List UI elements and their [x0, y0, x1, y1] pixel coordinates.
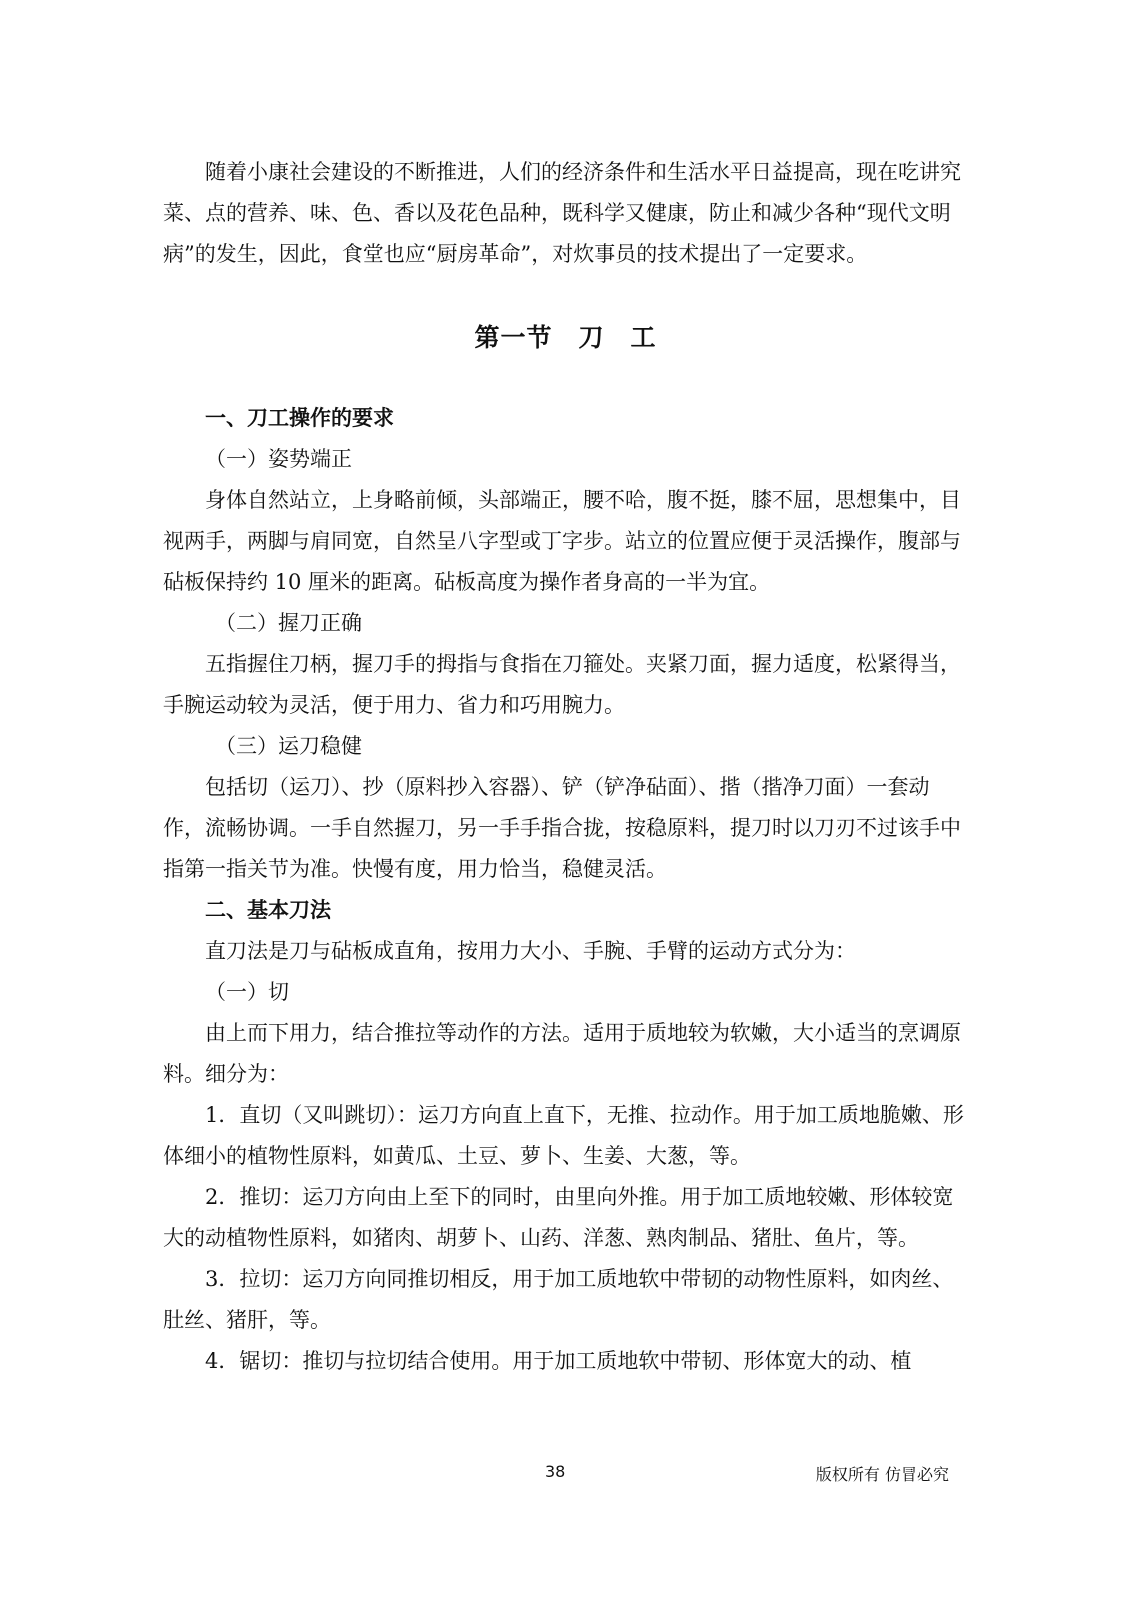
paragraph-straight-knife: 直刀法是刀与砧板成直角，按用力大小、手腕、手臂的运动方式分为： [205, 939, 856, 963]
section-one [163, 398, 968, 1382]
paragraph-posture: 身体自然站立，上身略前倾，头部端正，腰不哈，腹不挺，膝不屈，思想集中，目视两手，两脚与肩同宽，自然呈八字型或丁字步。站立的位置应便于灵活操作，腹部与砧板保持约 10 厘米的距离。砧板高度为操作者身高的一半为宜。 [163, 488, 961, 594]
page-footer [0, 1462, 1131, 1492]
intro-block [163, 152, 968, 275]
subheading-posture: （一）姿势端正 [205, 447, 352, 471]
section-title: 第一节 刀 工 [474, 323, 657, 352]
subheading-cut: （一）切 [205, 980, 289, 1004]
paragraph-motion: 包括切（运刀）、抄（原料抄入容器）、铲（铲净砧面）、揩（揩净刀面）一套动作，流畅协调。一手自然握刀，另一手手指合拢，按稳原料，提刀时以刀刃不过该手中指第一指关节为准。快慢有度，用力恰当，稳健灵活。 [163, 775, 961, 881]
heading-basic-techniques: 二、基本刀法 [205, 898, 331, 922]
heading-knife-requirements: 一、刀工操作的要求 [205, 406, 394, 430]
paragraph-grip: 五指握住刀柄，握刀手的拇指与食指在刀箍处。夹紧刀面，握力适度，松紧得当，手腕运动较为灵活，便于用力、省力和巧用腕力。 [163, 652, 961, 717]
list-item-push-cut: 2．推切：运刀方向由上至下的同时，由里向外推。用于加工质地较嫩、形体较宽大的动植物性原料，如猪肉、胡萝卜、山药、洋葱、熟肉制品、猪肚、鱼片，等。 [163, 1185, 954, 1250]
section-title-block [163, 318, 968, 358]
copyright-notice: 版权所有 仿冒必究 [815, 1465, 949, 1484]
subheading-motion: （三）运刀稳健 [215, 734, 362, 758]
subheading-grip: （二）握刀正确 [215, 611, 362, 635]
list-item-pull-cut: 3．拉切：运刀方向同推切相反，用于加工质地软中带韧的动物性原料，如肉丝、肚丝、猪肝，等。 [163, 1267, 954, 1332]
list-item-saw-cut: 4．锯切：推切与拉切结合使用。用于加工质地软中带韧、形体宽大的动、植 [205, 1349, 912, 1373]
intro-paragraph: 随着小康社会建设的不断推进，人们的经济条件和生活水平日益提高，现在吃讲究菜、点的营养、味、色、香以及花色品种，既科学又健康，防止和减少各种“现代文明病”的发生，因此，食堂也应“厨房革命”，对炊事员的技术提出了一定要求。 [163, 160, 961, 266]
paragraph-cut: 由上而下用力，结合推拉等动作的方法。适用于质地较为软嫩，大小适当的烹调原料。细分为： [163, 1021, 961, 1086]
list-item-straight-cut: 1．直切（又叫跳切）：运刀方向直上直下，无推、拉动作。用于加工质地脆嫩、形体细小的植物性原料，如黄瓜、土豆、萝卜、生姜、大葱，等。 [163, 1103, 964, 1168]
page-number: 38 [545, 1462, 566, 1481]
